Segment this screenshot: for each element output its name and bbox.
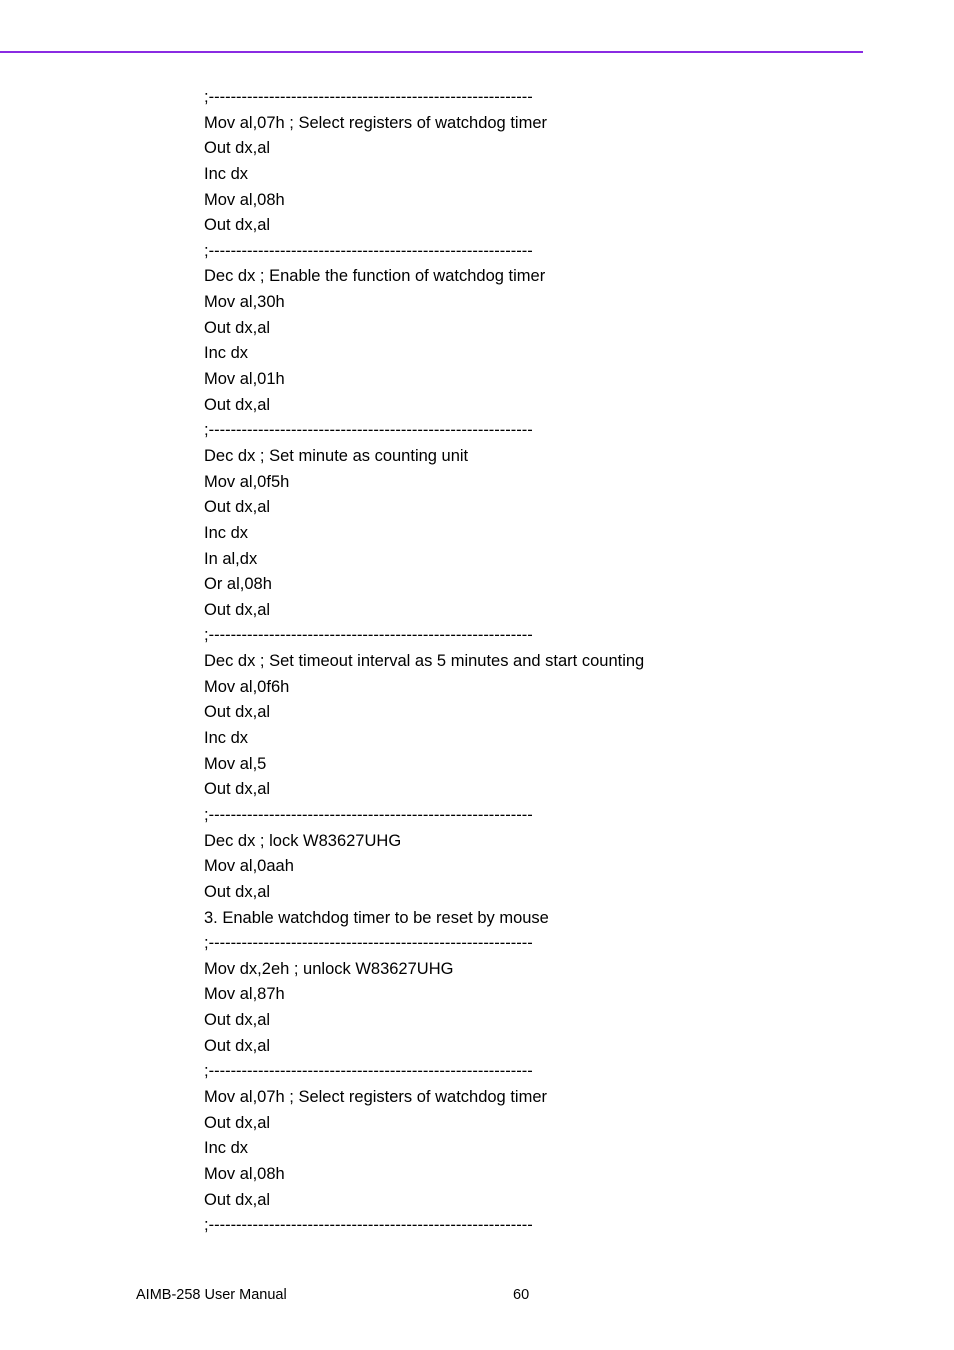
- code-separator-line: ;-----------------------------------------------------------: [204, 805, 533, 824]
- code-line: Out dx,al: [204, 318, 271, 337]
- code-listing: [204, 85, 644, 1239]
- code-line: Mov al,0f6h: [204, 677, 290, 696]
- code-line: Out dx,al: [204, 600, 271, 619]
- code-separator-line: ;-----------------------------------------------------------: [204, 626, 533, 645]
- code-separator-line: ;-----------------------------------------------------------: [204, 88, 533, 106]
- code-line: Mov al,0aah: [204, 857, 294, 876]
- code-line: Out dx,al: [204, 1113, 271, 1132]
- code-separator-line: ;-----------------------------------------------------------: [204, 421, 533, 440]
- code-line: Mov al,87h: [204, 985, 285, 1004]
- code-line: Mov al,08h: [204, 190, 285, 209]
- code-separator-line: ;-----------------------------------------------------------: [204, 934, 533, 953]
- code-line: Inc dx: [204, 523, 249, 542]
- code-line: Mov al,30h: [204, 293, 285, 312]
- code-line: Dec dx ; lock W83627UHG: [204, 831, 402, 850]
- code-line: Out dx,al: [204, 395, 271, 414]
- code-line: Inc dx: [204, 1139, 249, 1158]
- code-separator-line: ;-----------------------------------------------------------: [204, 241, 533, 260]
- code-line: Out dx,al: [204, 498, 271, 517]
- code-line: Mov al,07h ; Select registers of watchdog timer: [204, 113, 547, 132]
- code-line: Out dx,al: [204, 216, 271, 235]
- footer-manual-title: AIMB-258 User Manual: [136, 1287, 287, 1303]
- code-line: Out dx,al: [204, 1190, 271, 1209]
- code-line: Inc dx: [204, 729, 249, 748]
- header-rule: [0, 51, 863, 53]
- code-line: Out dx,al: [204, 139, 271, 158]
- code-line: Dec dx ; Enable the function of watchdog timer: [204, 267, 546, 286]
- code-separator-line: ;-----------------------------------------------------------: [204, 1216, 533, 1235]
- code-line: Inc dx: [204, 344, 249, 363]
- code-line: Mov al,5: [204, 754, 267, 773]
- code-line: In al,dx: [204, 549, 258, 568]
- code-line: 3. Enable watchdog timer to be reset by mouse: [204, 908, 549, 927]
- code-line: Mov al,0f5h: [204, 472, 290, 491]
- footer-page-number: 60: [513, 1287, 530, 1303]
- code-line: Mov al,07h ; Select registers of watchdog timer: [204, 1087, 547, 1106]
- code-line: Or al,08h: [204, 575, 272, 594]
- code-line: Mov al,01h: [204, 370, 285, 389]
- code-line: Out dx,al: [204, 703, 271, 722]
- code-line: Mov dx,2eh ; unlock W83627UHG: [204, 959, 454, 978]
- code-line: Mov al,08h: [204, 1164, 285, 1183]
- code-line: Inc dx: [204, 164, 249, 183]
- code-line: Out dx,al: [204, 882, 271, 901]
- code-line: Dec dx ; Set minute as counting unit: [204, 446, 469, 465]
- code-separator-line: ;-----------------------------------------------------------: [204, 1062, 533, 1081]
- code-line: Out dx,al: [204, 780, 271, 799]
- code-line: Out dx,al: [204, 1036, 271, 1055]
- code-line: Out dx,al: [204, 1011, 271, 1030]
- code-line: Dec dx ; Set timeout interval as 5 minutes and start counting: [204, 652, 645, 671]
